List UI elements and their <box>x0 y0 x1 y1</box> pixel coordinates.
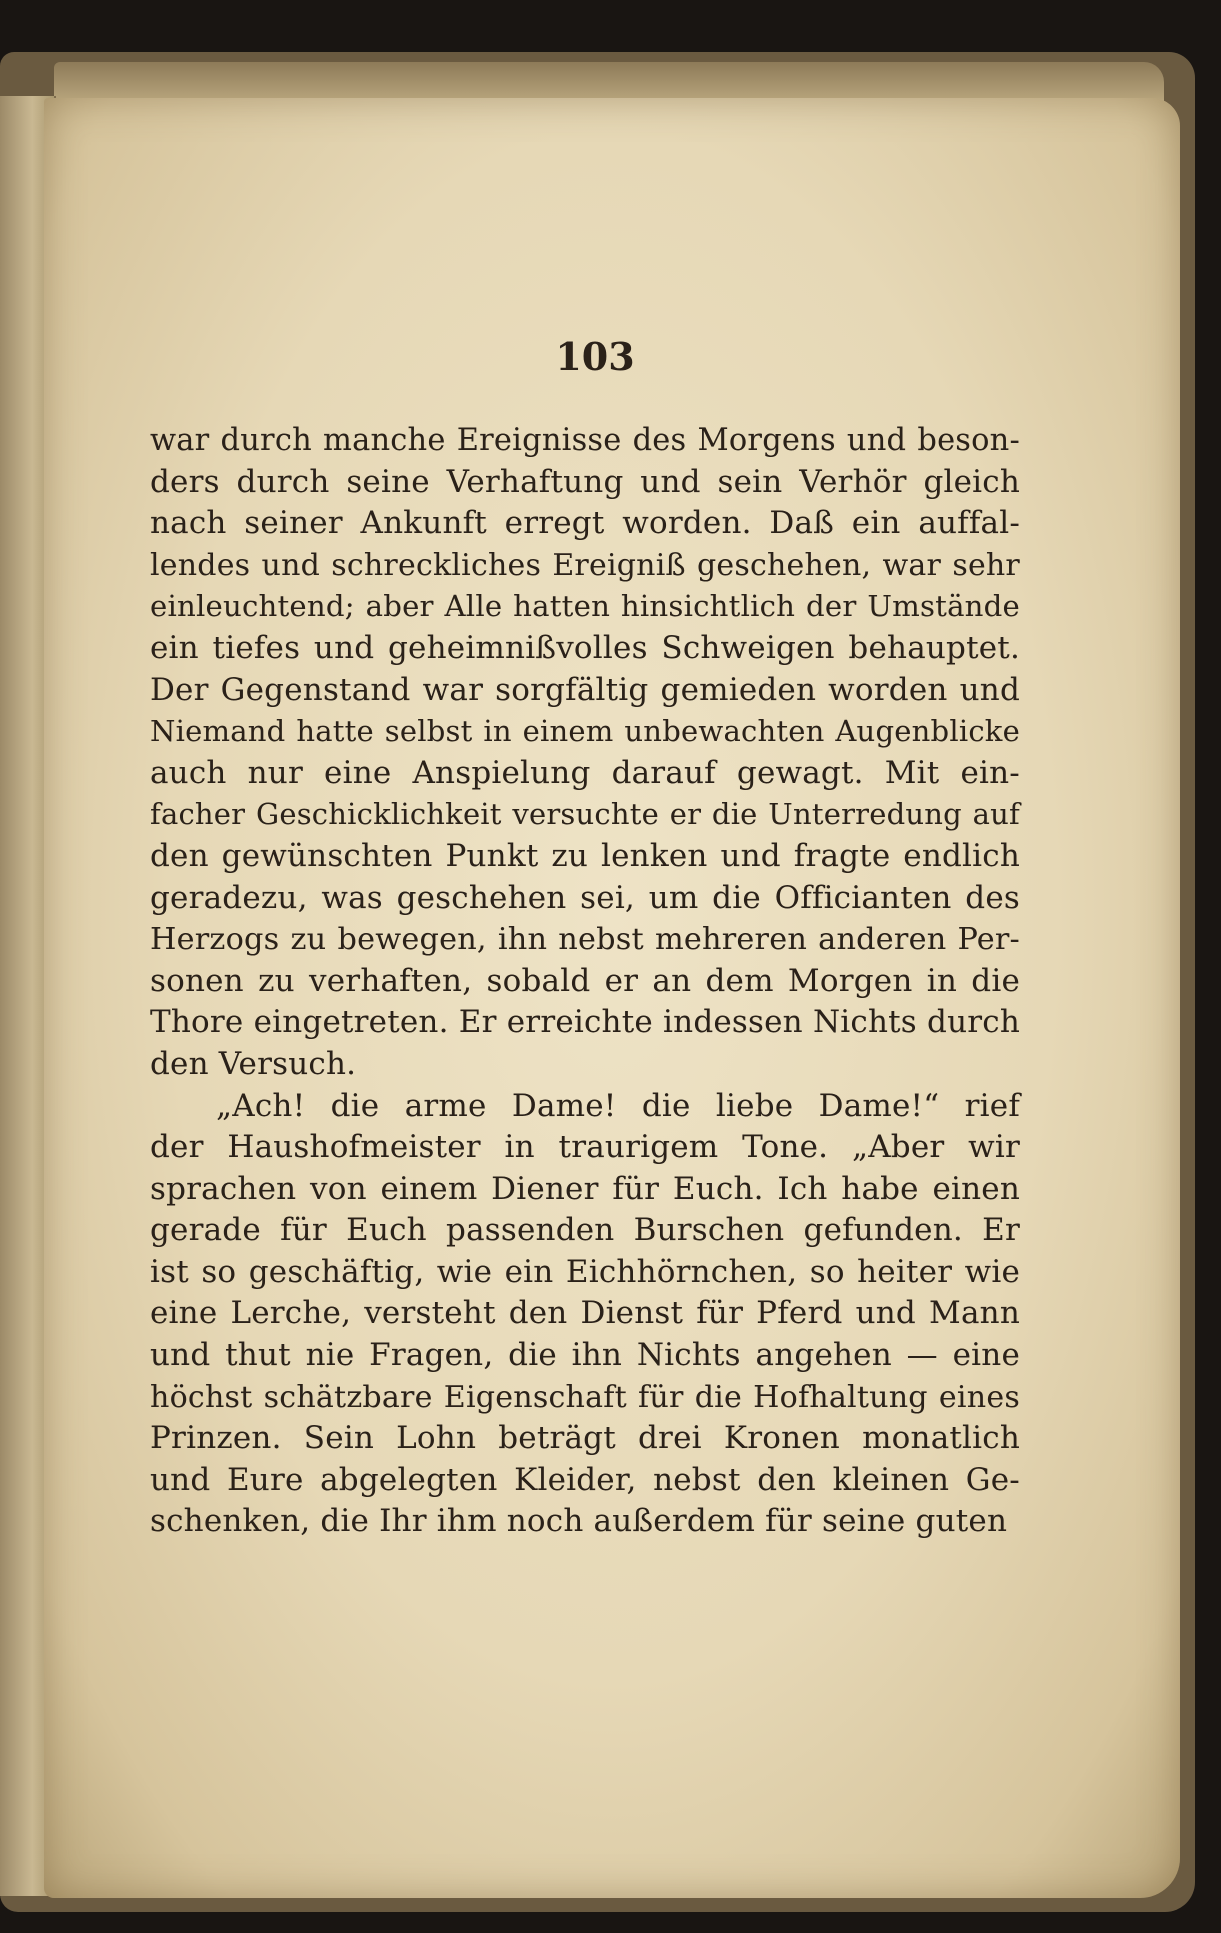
text-line: nach seiner Ankunft erregt worden. Daß ein auffal- <box>150 505 1020 542</box>
text-line: Prinzen. Sein Lohn beträgt drei Kronen monatlich <box>150 1420 1020 1457</box>
text-line: lendes und schreckliches Ereigniß geschehen, war sehr <box>150 547 1020 583</box>
text-line: Der Gegenstand war sorgfältig gemieden worden und <box>150 671 1020 708</box>
text-line: war durch manche Ereignisse des Morgens und beson- <box>150 423 1020 458</box>
text-line: höchst schätzbare Eigenschaft für die Hofhaltung eines <box>150 1379 1020 1415</box>
text-line: ein tiefes und geheimnißvolles Schweigen behauptet. <box>150 629 1020 666</box>
text-line: Herzogs zu bewegen, ihn nebst mehreren anderen Per- <box>150 922 1020 958</box>
text-line: Niemand hatte selbst in einem unbewachten Augenblicke <box>150 714 1020 749</box>
text-line: den gewünschten Punkt zu lenken und fragte endlich <box>150 837 1020 874</box>
page-body-text <box>150 420 1020 1543</box>
text-line: „Ach! die arme Dame! die liebe Dame!“ rief <box>216 1087 1020 1124</box>
text-line: gerade für Euch passenden Burschen gefunden. Er <box>150 1212 1020 1249</box>
text-line: den Versuch. <box>150 1045 357 1082</box>
text-line: der Haushofmeister in traurigem Tone. „Aber wir <box>150 1129 1020 1166</box>
text-line: Thore eingetreten. Er erreichte indessen Nichts durch <box>150 1004 1020 1041</box>
text-line: auch nur eine Anspielung darauf gewagt. Mit ein- <box>150 754 1020 791</box>
paragraph <box>150 420 1020 1086</box>
text-line: und Eure abgelegten Kleider, nebst den kleinen Ge- <box>150 1461 1020 1498</box>
text-line: sprachen von einem Diener für Euch. Ich habe einen <box>150 1170 1020 1207</box>
text-line: sonen zu verhaften, sobald er an dem Morgen in die <box>150 962 1020 999</box>
text-line: und thut nie Fragen, die ihn Nichts angehen — eine <box>150 1337 1020 1374</box>
text-line: schenken, die Ihr ihm noch außerdem für seine guten <box>150 1503 1008 1540</box>
text-line: einleuchtend; aber Alle hatten hinsichtlich der Umstände <box>150 589 1020 624</box>
text-line: eine Lerche, versteht den Dienst für Pferd und Mann <box>150 1295 1020 1332</box>
text-line: ist so geschäftig, wie ein Eichhörnchen, so heiter wie <box>150 1253 1020 1290</box>
paragraph <box>150 1086 1020 1544</box>
text-line: ders durch seine Verhaftung und sein Verhör gleich <box>150 463 1020 500</box>
text-line: geradezu, was geschehen sei, um die Officianten des <box>150 879 1020 916</box>
text-line: facher Geschicklichkeit versuchte er die Unterredung auf <box>150 797 1020 832</box>
page-number: 103 <box>555 334 635 379</box>
